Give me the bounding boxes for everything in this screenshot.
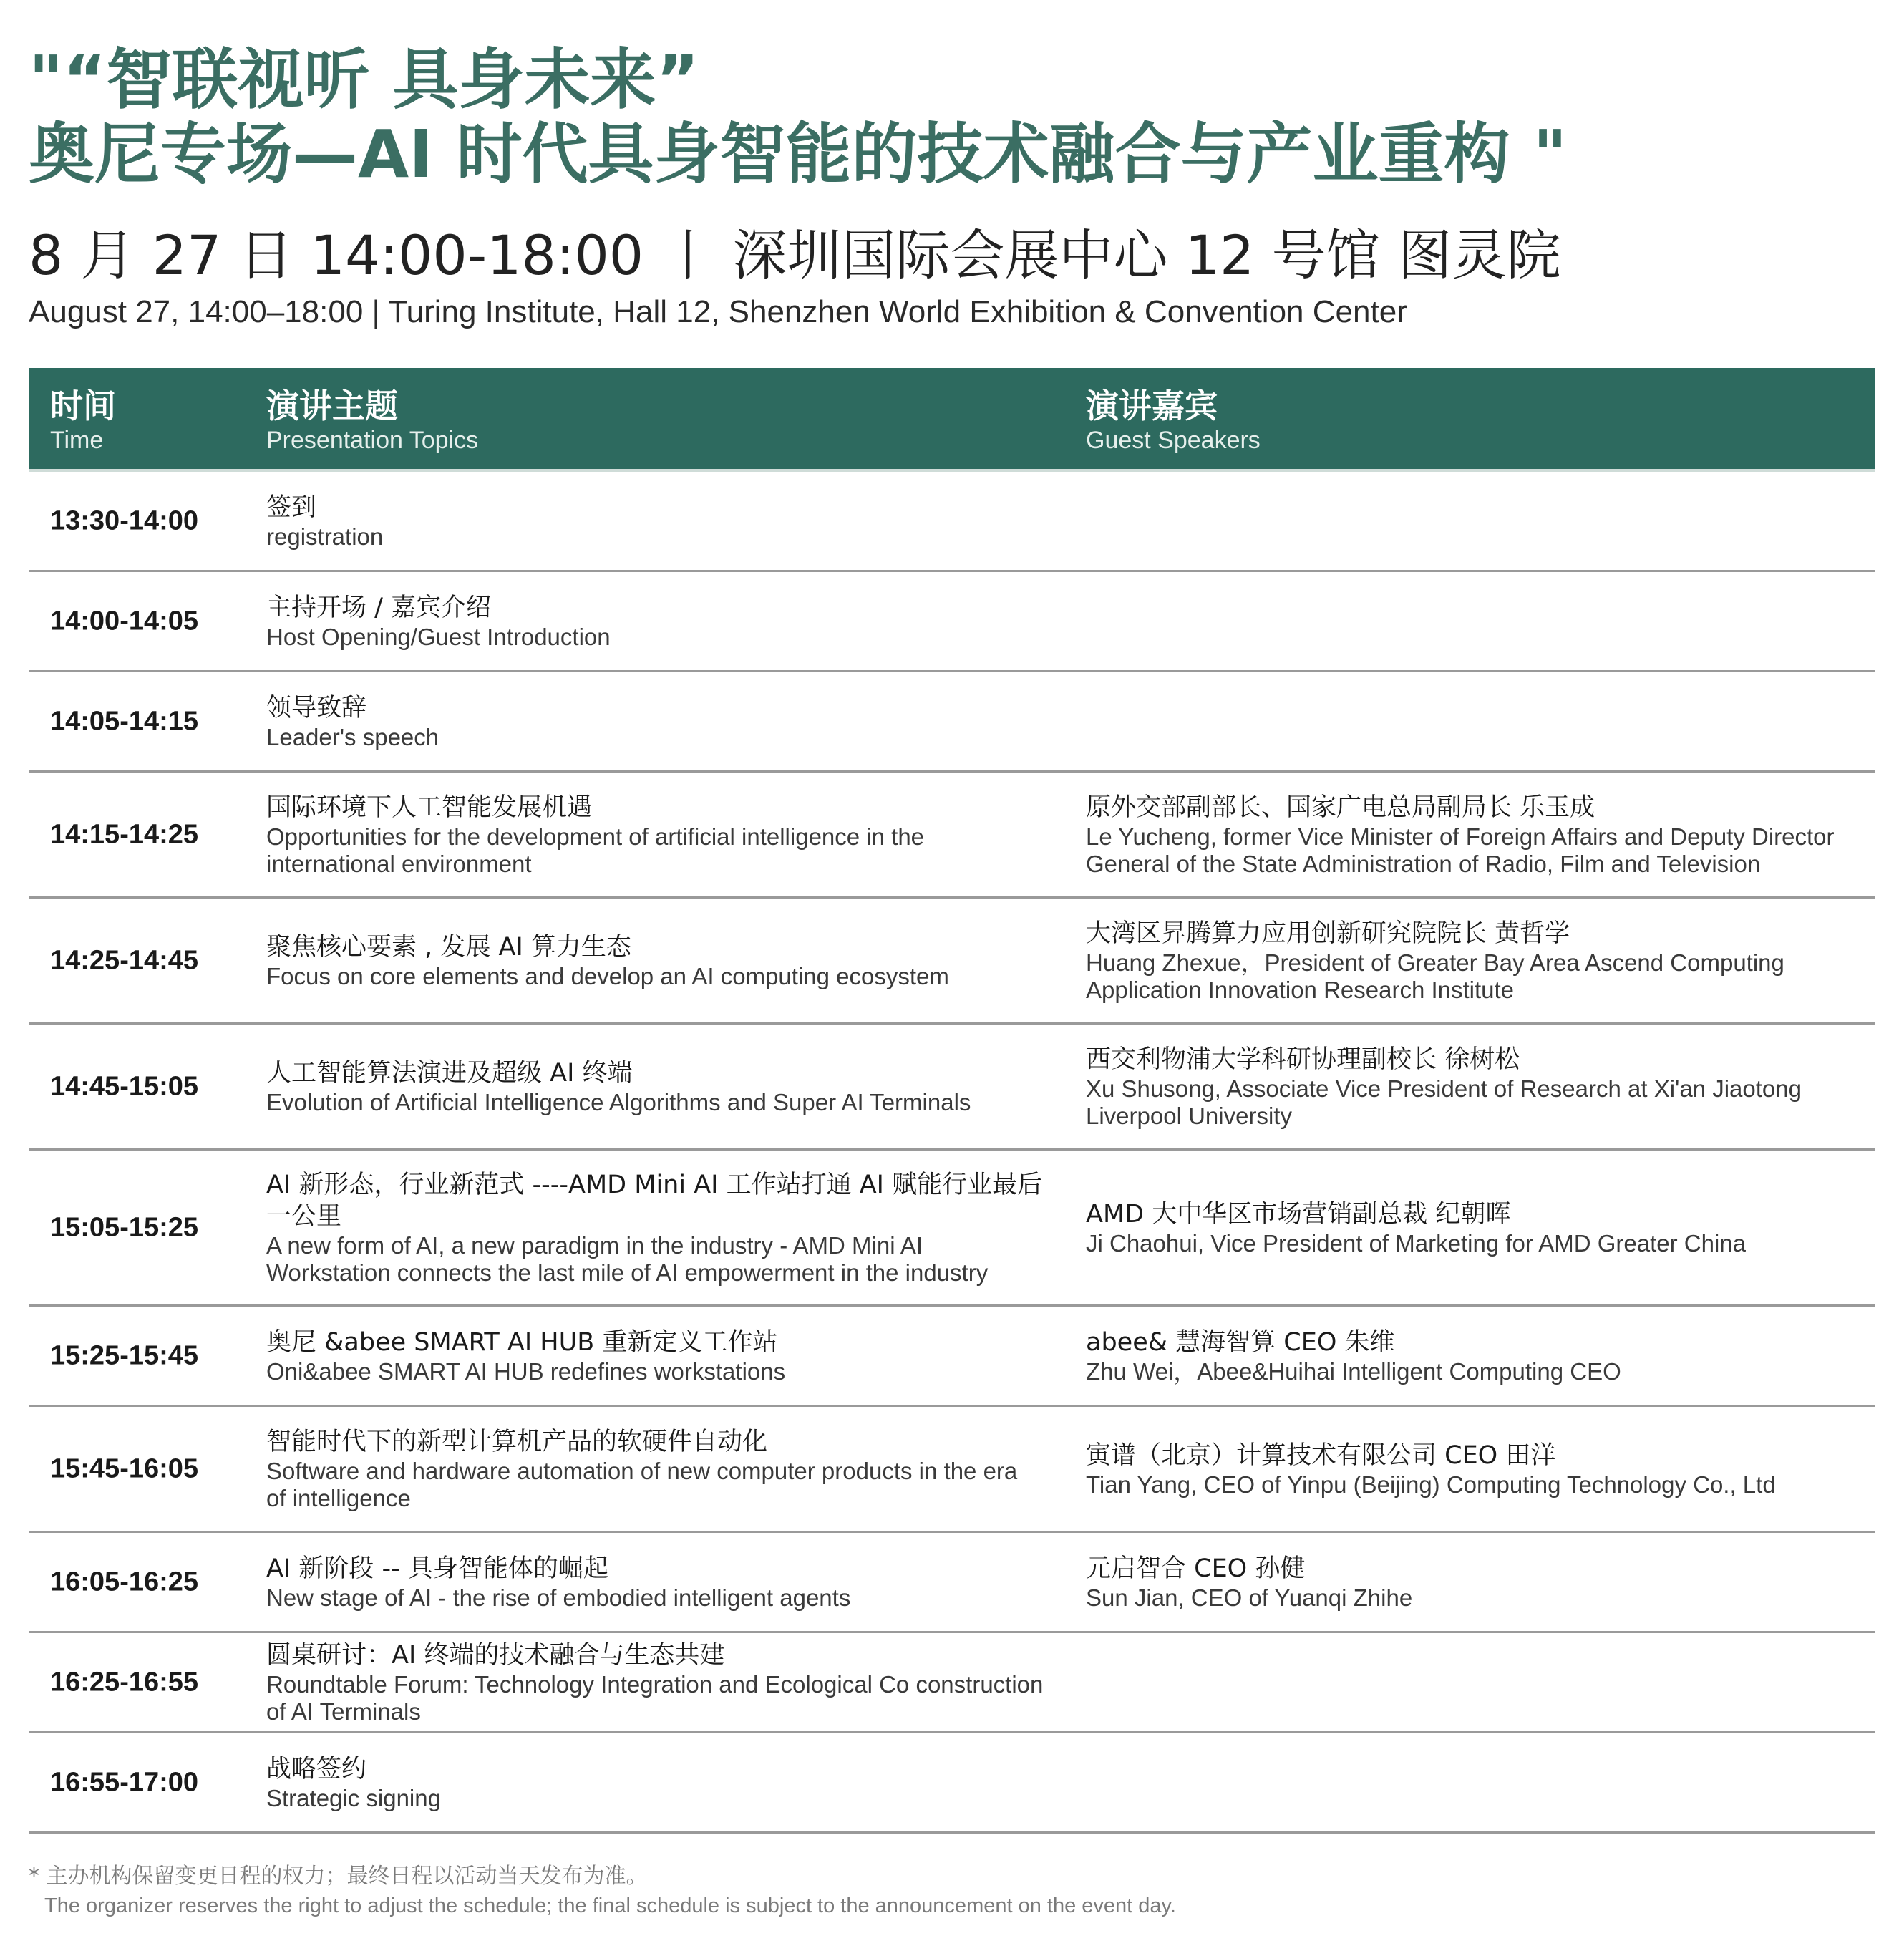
row-topic-zh-line: 一公里 [266, 1201, 342, 1231]
header-speaker-en: Guest Speakers [1086, 427, 1261, 454]
table-row [29, 1151, 1875, 1307]
row-speaker-en-line: Ji Chaohui, Vice President of Marketing for AMD Greater China [1086, 1229, 1746, 1257]
row-topic-en-line: of intelligence [266, 1484, 411, 1511]
header-topic-zh: 演讲主题 [266, 387, 398, 425]
row-topic [266, 1426, 1061, 1512]
row-speaker-en-line: Xu Shusong, Associate Vice President of Research at Xi'an Jiaotong [1086, 1075, 1802, 1102]
header-time-en: Time [50, 427, 104, 454]
header-time [50, 385, 116, 454]
row-time: 14:45-15:05 [50, 1071, 199, 1101]
row-speaker [1086, 1327, 1866, 1385]
row-speaker [1086, 1440, 1866, 1499]
row-time: 14:15-14:25 [50, 819, 199, 849]
page-title [29, 43, 1875, 192]
table-row [29, 572, 1875, 672]
table-row [29, 1307, 1875, 1407]
row-speaker [1086, 918, 1866, 1004]
table-row [29, 472, 1875, 572]
row-topic-en-line: Opportunities for the development of artificial intelligence in the [266, 823, 925, 850]
row-time: 14:25-14:45 [50, 945, 199, 975]
row-topic-en-line: Focus on core elements and develop an AI computing ecosystem [266, 962, 949, 989]
row-topic-zh-line: 奥尼 &abee SMART AI HUB 重新定义工作站 [266, 1327, 778, 1357]
row-topic [266, 1169, 1061, 1287]
row-topic-en-line: international environment [266, 850, 532, 877]
row-speaker-en-line: Sun Jian, CEO of Yuanqi Zhihe [1086, 1584, 1413, 1611]
row-topic-en-line: Leader's speech [266, 723, 439, 750]
row-topic-zh-line: 圆桌研讨：AI 终端的技术融合与生态共建 [266, 1640, 725, 1670]
row-topic-zh-line: 国际环境下人工智能发展机遇 [266, 793, 593, 822]
event-datetime-location-zh: 8 月 27 日 14:00-18:00 丨 深圳国际会展中心 12 号馆 图灵院 [29, 223, 1561, 287]
row-topic [266, 792, 1061, 878]
header-topic-en: Presentation Topics [266, 427, 479, 454]
row-topic-zh-line: 主持开场 / 嘉宾介绍 [266, 593, 492, 622]
row-topic [266, 1327, 1061, 1385]
row-topic [266, 692, 1061, 751]
row-speaker [1086, 1044, 1866, 1130]
row-topic-en-line: A new form of AI, a new paradigm in the industry - AMD Mini AI [266, 1231, 923, 1259]
row-topic-zh-line: AI 新形态，行业新范式 ----AMD Mini AI 工作站打通 AI 赋能行业最后 [266, 1170, 1043, 1199]
row-speaker-en-line: Application Innovation Research Institute [1086, 976, 1515, 1003]
row-speaker-en-line: Huang Zhexue，President of Greater Bay Area Ascend Computing [1086, 949, 1784, 976]
table-row [29, 1025, 1875, 1151]
row-topic-zh-line: 人工智能算法演进及超级 AI 终端 [266, 1058, 633, 1088]
row-topic-en-line: Oni&abee SMART AI HUB redefines workstations [266, 1357, 786, 1385]
row-speaker-zh-line: 寅谱（北京）计算技术有限公司 CEO 田洋 [1086, 1441, 1556, 1470]
row-speaker-en-line: Tian Yang, CEO of Yinpu (Beijing) Computing Technology Co., Ltd [1086, 1471, 1776, 1498]
header-speaker [1086, 385, 1261, 454]
header-speaker-zh: 演讲嘉宾 [1086, 387, 1218, 425]
table-body [29, 472, 1875, 1834]
row-topic-en-line: Software and hardware automation of new computer products in the era [266, 1457, 1018, 1484]
table-row [29, 899, 1875, 1025]
schedule-table [29, 368, 1875, 1834]
row-topic-en-line: Evolution of Artificial Intelligence Algorithms and Super AI Terminals [266, 1088, 971, 1115]
title-line-2: 奥尼专场—AI 时代具身智能的技术融合与产业重构 " [29, 116, 1568, 193]
row-topic [266, 492, 1061, 551]
footnote-en: The organizer reserves the right to adjust the schedule; the final schedule is subject to the announcement on the event day. [44, 1894, 1176, 1917]
row-topic-zh-line: 战略签约 [266, 1754, 367, 1783]
row-time: 13:30-14:00 [50, 505, 199, 536]
table-header [29, 368, 1875, 472]
row-time: 16:05-16:25 [50, 1567, 199, 1597]
table-row [29, 1733, 1875, 1834]
footnote-zh: * 主办机构保留变更日程的权力；最终日程以活动当天发布为准。 [29, 1864, 648, 1889]
row-topic [266, 1057, 1061, 1116]
row-topic-zh-line: 智能时代下的新型计算机产品的软硬件自动化 [266, 1427, 768, 1456]
row-topic [266, 1553, 1061, 1612]
header-time-zh: 时间 [50, 387, 116, 425]
row-topic [266, 1753, 1061, 1812]
row-time: 14:00-14:05 [50, 606, 199, 636]
row-speaker-zh-line: 大湾区昇腾算力应用创新研究院院长 黄哲学 [1086, 919, 1570, 948]
row-time: 15:05-15:25 [50, 1212, 199, 1242]
row-speaker [1086, 792, 1866, 878]
row-topic-en-line: Workstation connects the last mile of AI empowerment in the industry [266, 1259, 989, 1286]
row-topic [266, 592, 1061, 651]
table-row [29, 1407, 1875, 1533]
row-topic-en-line: Roundtable Forum: Technology Integration and Ecological Co construction of AI Terminals [266, 1670, 1044, 1725]
footnote [29, 1862, 1176, 1920]
row-time: 16:55-17:00 [50, 1767, 199, 1797]
row-speaker-zh-line: abee& 慧海智算 CEO 朱维 [1086, 1327, 1395, 1357]
table-row [29, 1533, 1875, 1633]
row-topic-en-line: registration [266, 523, 384, 550]
row-topic-en-line: Strategic signing [266, 1784, 441, 1811]
row-topic-zh-line: 签到 [266, 493, 317, 522]
table-row [29, 773, 1875, 899]
row-speaker [1086, 1553, 1866, 1612]
row-speaker-zh-line: 原外交部副部长、国家广电总局副局长 乐玉成 [1086, 793, 1595, 822]
row-speaker-zh-line: 元启智合 CEO 孙健 [1086, 1554, 1306, 1583]
row-speaker-en-line: Le Yucheng, former Vice Minister of Foreign Affairs and Deputy Director [1086, 823, 1835, 850]
table-row [29, 1633, 1875, 1733]
row-speaker-zh-line: AMD 大中华区市场营销副总裁 纪朝晖 [1086, 1199, 1511, 1229]
row-speaker-en-line: General of the State Administration of Radio, Film and Television [1086, 850, 1761, 877]
event-datetime-location-en: August 27, 14:00–18:00 | Turing Institute, Hall 12, Shenzhen World Exhibition & Convention Center [29, 294, 1407, 329]
row-topic [266, 931, 1061, 990]
table-row [29, 672, 1875, 773]
row-topic-zh-line: AI 新阶段 -- 具身智能体的崛起 [266, 1554, 608, 1583]
row-topic-zh-line: 领导致辞 [266, 693, 367, 722]
row-topic-en-line: New stage of AI - the rise of embodied intelligent agents [266, 1584, 851, 1611]
row-topic-zh-line: 聚焦核心要素 , 发展 AI 算力生态 [266, 932, 631, 962]
header-topic [266, 385, 478, 454]
row-speaker-en-line: Liverpool University [1086, 1102, 1292, 1129]
row-time: 15:25-15:45 [50, 1340, 199, 1370]
row-speaker [1086, 1199, 1866, 1257]
row-speaker-en-line: Zhu Wei，Abee&Huihai Intelligent Computing CEO [1086, 1357, 1621, 1385]
row-topic [266, 1640, 1061, 1725]
row-time: 14:05-14:15 [50, 706, 199, 736]
title-line-1: "“智联视听 具身未来” [29, 42, 699, 118]
row-time: 16:25-16:55 [50, 1667, 199, 1697]
row-time: 15:45-16:05 [50, 1453, 199, 1483]
row-topic-en-line: Host Opening/Guest Introduction [266, 623, 611, 650]
row-speaker-zh-line: 西交利物浦大学科研协理副校长 徐树松 [1086, 1045, 1520, 1074]
